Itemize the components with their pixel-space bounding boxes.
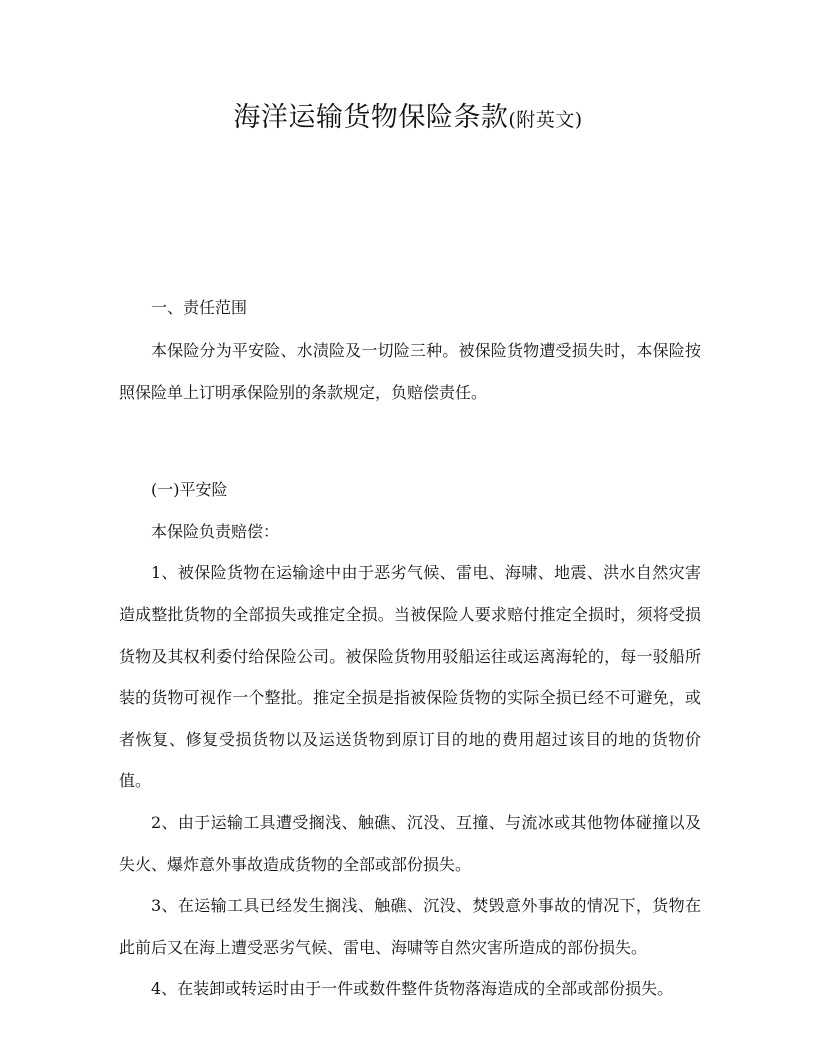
clause-1: 1、被保险货物在运输途中由于恶劣气候、雷电、海啸、地震、洪水自然灾害造成整批货物的全部损失或推定全损。当被保险人要求赔付推定全损时，须将受损货物及其权利委付给保险公司。被保险货物用驳船运往或运离海轮的，每一驳船所装的货物可视作一个整批。推定全损是指被保险货物的实际全损已经不可避免，或者恢复、修复受损货物以及运送货物到原订目的地的费用超过该目的地的货物价值。 <box>119 563 701 791</box>
intro-paragraph: 本保险分为平安险、水渍险及一切险三种。被保险货物遭受损失时，本保险按照保险单上订明承保险别的条款规定，负赔偿责任。 <box>119 341 701 402</box>
clause-3: 3、在运输工具已经发生搁浅、触礁、沉没、焚毁意外事故的情况下，货物在此前后又在海上遭受恶劣气候、雷电、海啸等自然灾害所造成的部份损失。 <box>119 896 701 957</box>
title-suffix: (附英文) <box>508 109 583 131</box>
title-main: 海洋运输货物保险条款 <box>233 102 509 133</box>
section-heading: 一、责任范围 <box>151 298 248 317</box>
document-title <box>0 98 816 140</box>
document-body <box>119 290 701 1010</box>
subsection-heading: (一)平安险 <box>151 480 228 500</box>
clause-4: 4、在装卸或转运时由于一件或数件整件货物落海造成的全部或部份损失。 <box>151 979 674 999</box>
section-gap <box>119 413 701 469</box>
clause-2: 2、由于运输工具遭受搁浅、触礁、沉没、互撞、与流冰或其他物体碰撞以及失火、爆炸意外事故造成货物的全部或部份损失。 <box>119 812 701 874</box>
coverage-lead: 本保险负责赔偿： <box>151 521 280 541</box>
